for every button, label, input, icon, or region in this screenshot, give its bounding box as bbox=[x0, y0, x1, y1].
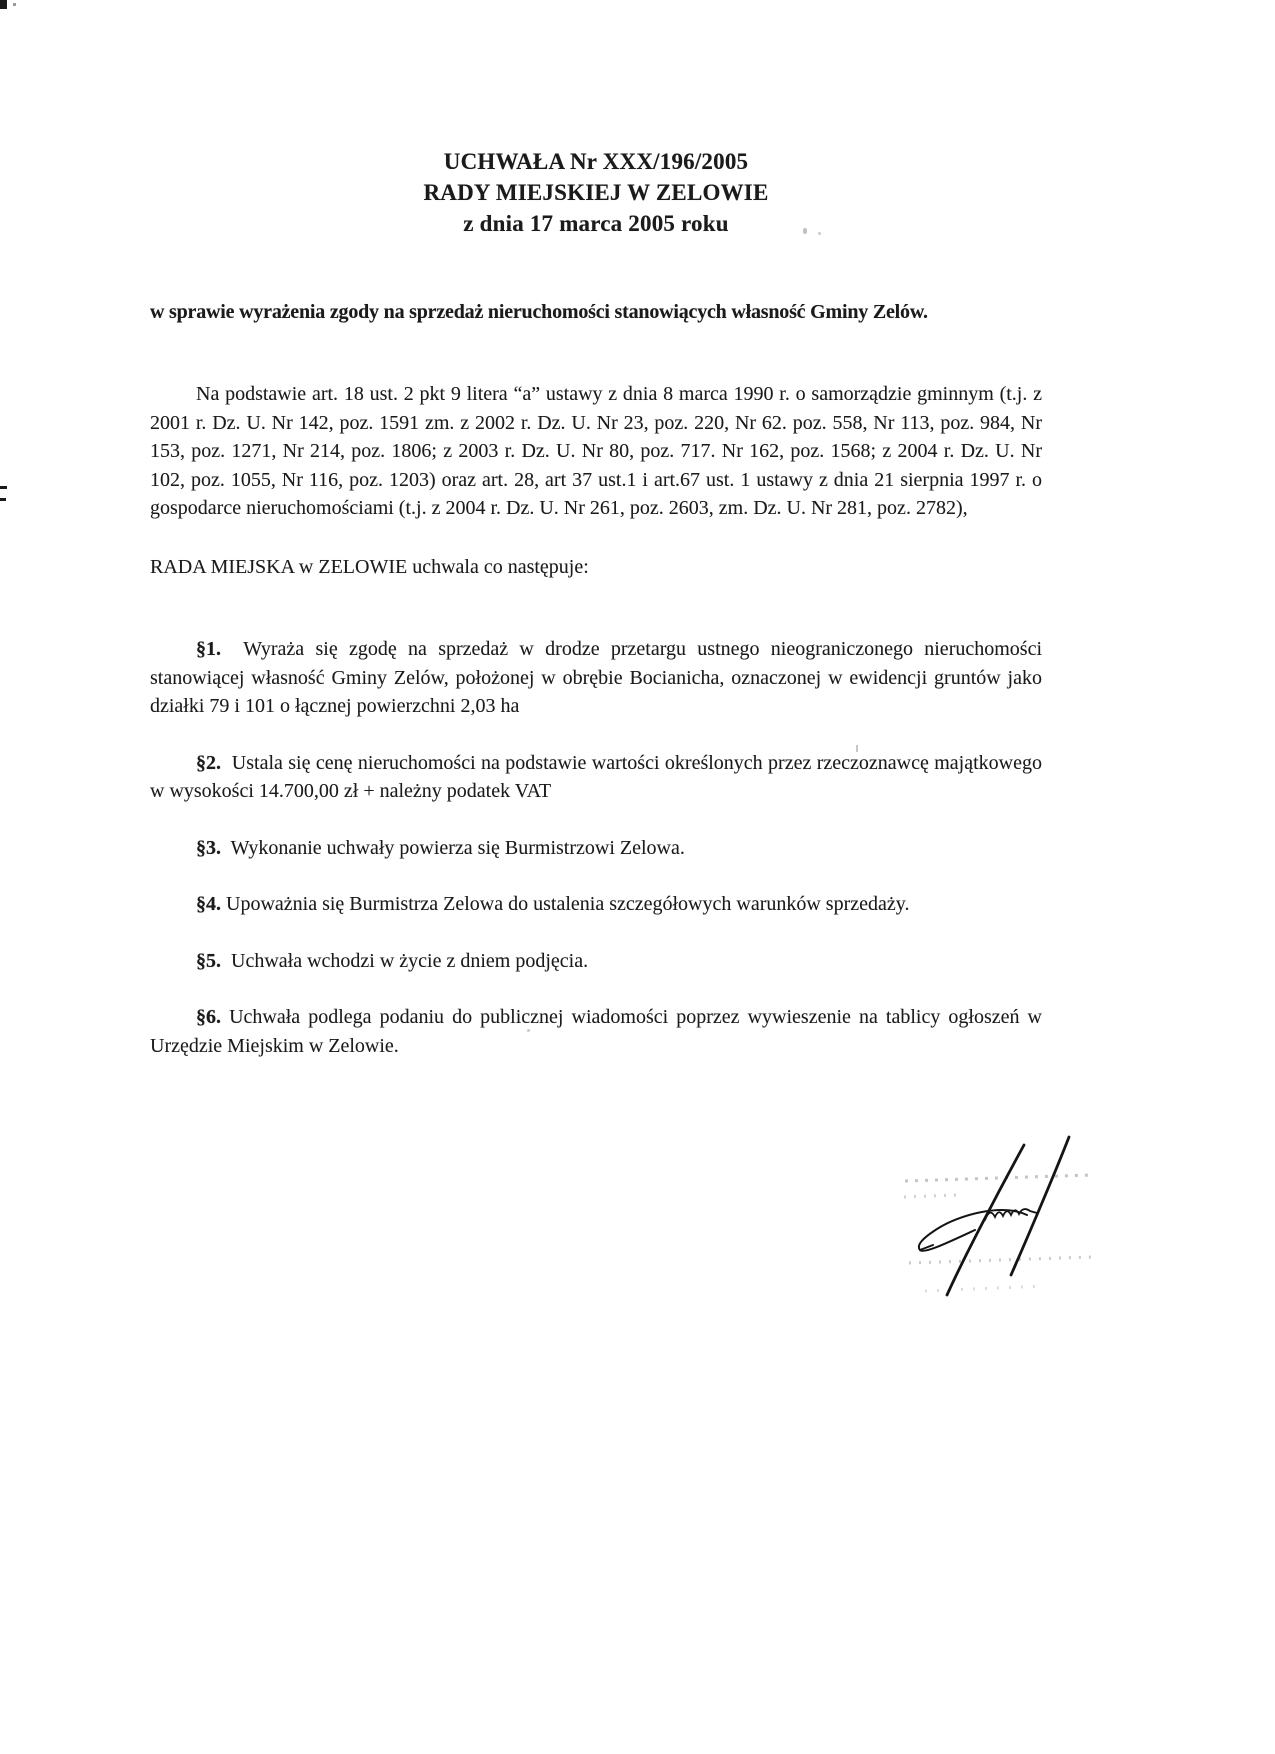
section-number: §6. bbox=[196, 1006, 221, 1028]
section-paragraph-6 bbox=[150, 1003, 1042, 1060]
section-paragraph-1 bbox=[150, 635, 1042, 721]
title-line-3: z dnia 17 marca 2005 roku bbox=[463, 211, 729, 236]
section-number: §3. bbox=[196, 836, 221, 859]
document-title bbox=[150, 146, 1042, 239]
scan-artifact bbox=[0, 486, 7, 489]
section-text: Upoważnia się Burmistrza Zelowa do ustalenia szczegółowych warunków sprzedaży. bbox=[226, 893, 910, 915]
section-number: §5. bbox=[196, 949, 221, 972]
section-paragraph-4 bbox=[150, 890, 1042, 919]
document-body bbox=[150, 0, 1042, 1080]
document-subject: w sprawie wyrażenia zgody na sprzedaż nieruchomości stanowiących własność Gminy Zelów. bbox=[150, 301, 928, 323]
scan-artifact bbox=[13, 3, 16, 6]
resolution-intro: RADA MIEJSKA w ZELOWIE uchwala co następuje: bbox=[150, 555, 589, 578]
section-text: Wyraża się zgodę na sprzedaż w drodze przetargu ustnego nieograniczonego nieruchomości stanowiącej własność Gminy Zelów, położonej w obrębie Bocianicha, oznaczonej w ewidencji gruntów jako działki 79 i 101 o łącznej powierzchni 2,03 ha bbox=[150, 638, 1042, 717]
section-number: §4. bbox=[196, 893, 221, 915]
title-line-1: UCHWAŁA Nr XXX/196/2005 bbox=[443, 149, 749, 174]
scan-artifact bbox=[0, 498, 6, 501]
legal-basis-paragraph: Na podstawie art. 18 ust. 2 pkt 9 litera “a” ustawy z dnia 8 marca 1990 r. o samorządzie gminnym (t.j. z 2001 r. Dz. U. Nr 142, poz. 1591 zm. z 2002 r. Dz. U. Nr 23, poz. 220, Nr 62. poz. 558, Nr 113, poz. 984, Nr 153, poz. 1271, Nr 214, poz. 1806; z 2003 r. Dz. U. Nr 80, poz. 717. Nr 162, poz. 1568; z 2004 r. Dz. U. Nr 102, poz. 1055, Nr 116, poz. 1203) oraz art. 28, art 37 ust.1 i art.67 ust. 1 ustawy z dnia 21 sierpnia 1997 r. o gospodarce nieruchomościami (t.j. z 2004 r. Dz. U. Nr 261, poz. 2603, zm. Dz. U. Nr 281, poz. 2782), bbox=[150, 383, 1042, 519]
scan-artifact bbox=[0, 0, 7, 9]
section-number: §1. bbox=[196, 638, 221, 660]
section-paragraph-5 bbox=[150, 947, 1042, 976]
section-number: §2. bbox=[196, 751, 221, 774]
section-text: Uchwała podlega podaniu do publicznej wiadomości poprzez wywieszenie na tablicy ogłoszeń w Urzędzie Miejskim w Zelowie. bbox=[150, 1006, 1042, 1057]
handwritten-signature-icon bbox=[895, 1125, 1105, 1315]
section-text: Wykonanie uchwały powierza się Burmistrzowi Zelowa. bbox=[230, 836, 685, 859]
section-paragraph-2 bbox=[150, 749, 1042, 806]
title-line-2: RADY MIEJSKIEJ W ZELOWIE bbox=[423, 180, 769, 205]
section-text: Ustala się cenę nieruchomości na podstawie wartości określonych przez rzeczoznawcę majątkowego w wysokości 14.700,00 zł + należny podatek VAT bbox=[150, 751, 1042, 802]
section-paragraph-3 bbox=[150, 834, 1042, 863]
section-text: Uchwała wchodzi w życie z dniem podjęcia. bbox=[231, 949, 589, 972]
